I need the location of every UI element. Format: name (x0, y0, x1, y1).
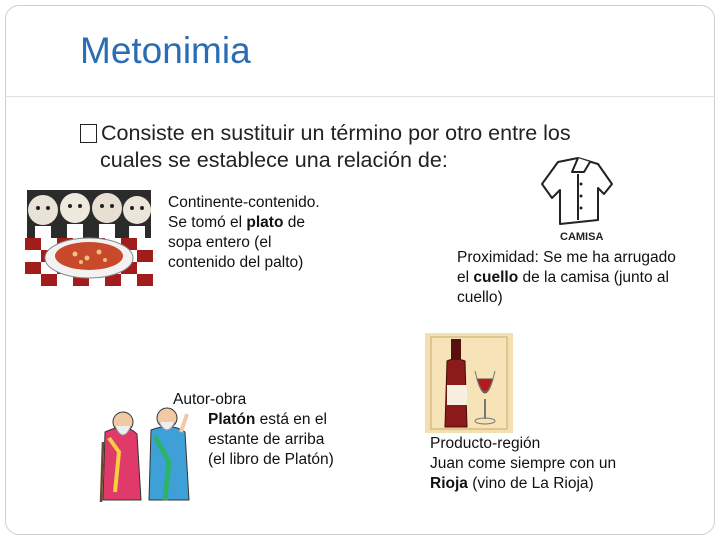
autor-line-1: Autor-obra (173, 391, 247, 408)
philosopher-left (101, 412, 141, 502)
producto-line-1: Producto-región (430, 435, 541, 452)
shirt-logo: CAMISA (560, 231, 604, 243)
proximidad-keyword: cuello (473, 269, 519, 286)
continente-line-3: sopa entero (el (168, 234, 272, 251)
proximidad-line-1: Proximidad: Se me ha arrugado (457, 249, 676, 266)
title-divider (5, 96, 715, 97)
autor-line-4: (el libro de Platón) (208, 451, 334, 468)
autor-text: está en el (255, 411, 327, 428)
producto-keyword: Rioja (430, 475, 468, 492)
continente-keyword: plato (246, 214, 284, 231)
example-continente-contenido (168, 193, 343, 273)
shirt-image (538, 154, 620, 244)
autor-keyword: Platón (208, 411, 256, 428)
continente-line-1: Continente-contenido. (168, 194, 320, 211)
producto-line-3 (430, 474, 690, 494)
producto-line-2: Juan come siempre con un (430, 455, 617, 472)
autor-line-3: estante de arriba (208, 431, 325, 448)
proximidad-line-2 (457, 268, 717, 288)
wine-bottle-image (425, 333, 513, 433)
proximidad-text: el (457, 269, 474, 286)
continente-line-2 (168, 213, 343, 233)
diner-faces (27, 190, 151, 238)
soup-diners-image (25, 190, 153, 286)
continente-line-4: contenido del palto) (168, 254, 304, 271)
example-autor-obra (173, 390, 373, 470)
proximidad-line-3: cuello) (457, 289, 503, 306)
autor-line-2 (173, 410, 373, 430)
bullet-line-1: Consiste en sustituir un término por otro entre los (101, 121, 571, 145)
proximidad-text: de la camisa (junto al (518, 269, 669, 286)
bullet-line-2: cuales se establece una relación de: (100, 148, 448, 172)
slide-title: Metonimia (80, 30, 251, 71)
continente-text: Se tomó el (168, 214, 247, 231)
continente-text: de (283, 214, 305, 231)
producto-text: (vino de La Rioja) (467, 475, 594, 492)
bullet-box-icon (80, 124, 97, 143)
example-proximidad (457, 248, 717, 308)
example-producto-region (430, 434, 690, 494)
